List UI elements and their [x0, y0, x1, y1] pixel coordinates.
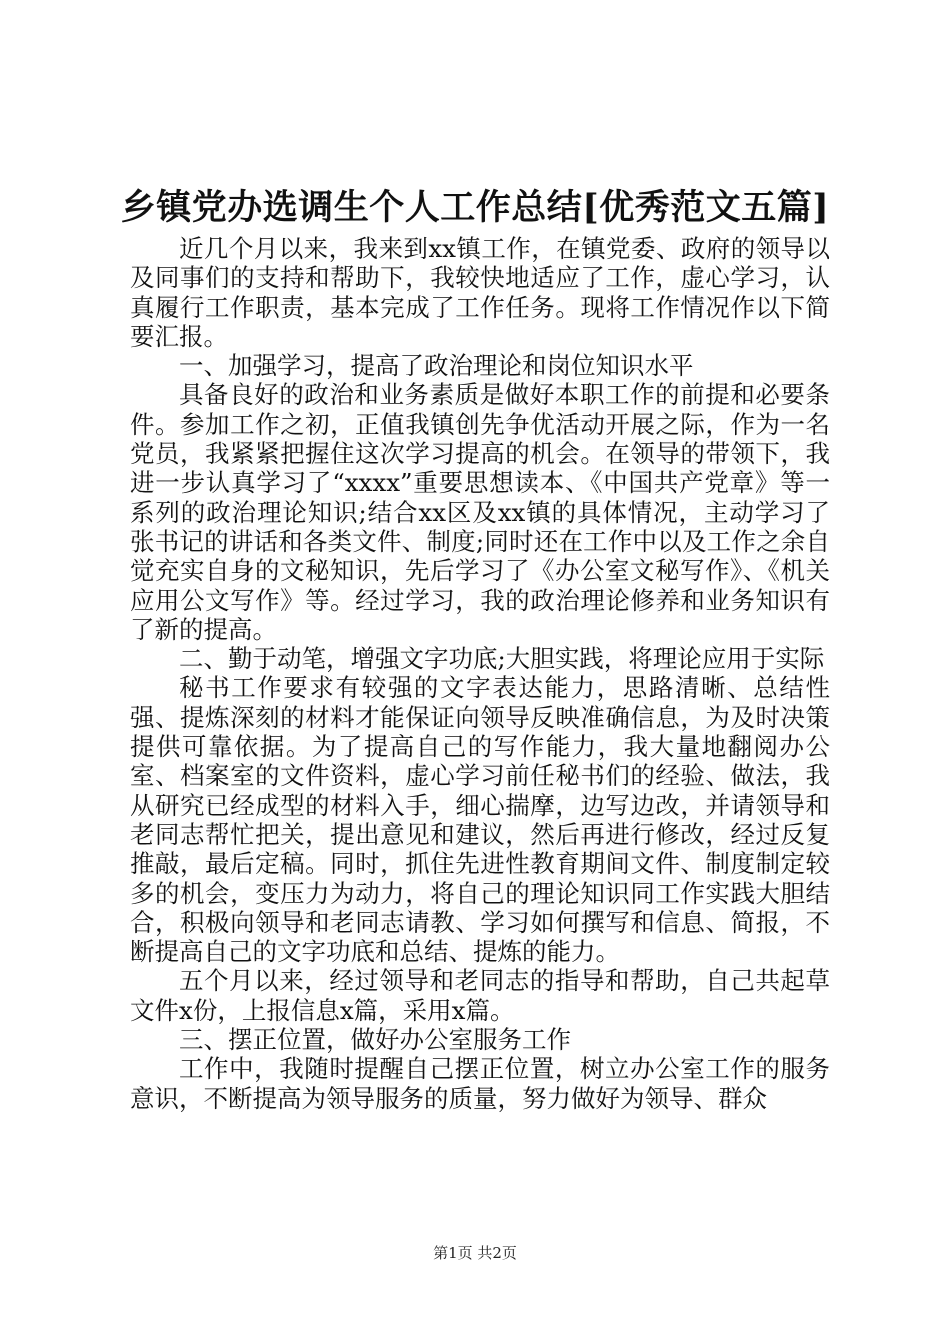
section-1-paragraph: 具备良好的政治和业务素质是做好本职工作的前提和必要条件。参加工作之初，正值我镇创先争优活动开展之际，作为一名党员，我紧紧把握住这次学习提高的机会。在领导的带领下，我进一步认真学习了“xxxx”重要思想读本、《中国共产党章》等一系列的政治理论知识;结合xx区及xx镇的具体情况，主动学习了张书记的讲话和各类文件、制度;同时还在工作中以及工作之余自觉充实自身的文秘知识，先后学习了《办公室文秘写作》、《机关应用公文写作》等。经过学习，我的政治理论修养和业务知识有了新的提高。: [130, 380, 830, 644]
intro-paragraph: 近几个月以来，我来到xx镇工作，在镇党委、政府的领导以及同事们的支持和帮助下，我较快地适应了工作，虚心学习，认真履行工作职责，基本完成了工作任务。现将工作情况作以下简要汇报。: [130, 234, 830, 351]
section-3-paragraph: 工作中，我随时提醒自己摆正位置，树立办公室工作的服务意识，不断提高为领导服务的质量，努力做好为领导、群众: [130, 1054, 830, 1113]
document-body: [130, 234, 830, 1113]
page-number-footer: 第1页 共2页: [433, 1244, 517, 1262]
section-2-paragraph: 秘书工作要求有较强的文字表达能力，思路清晰、总结性强、提炼深刻的材料才能保证向领导反映准确信息，为及时决策提供可靠依据。为了提高自己的写作能力，我大量地翻阅办公室、档案室的文件资料，虚心学习前任秘书们的经验、做法，我从研究已经成型的材料入手，细心揣摩，边写边改，并请领导和老同志帮忙把关，提出意见和建议，然后再进行修改，经过反复推敲，最后定稿。同时，抓住先进性教育期间文件、制度制定较多的机会，变压力为动力，将自己的理论知识同工作实践大胆结合，积极向领导和老同志请教、学习如何撰写和信息、简报，不断提高自己的文字功底和总结、提炼的能力。: [130, 673, 830, 967]
section-2-summary-paragraph: 五个月以来，经过领导和老同志的指导和帮助，自己共起草文件x份，上报信息x篇，采用x篇。: [130, 966, 830, 1025]
section-heading-2: 二、勤于动笔，增强文字功底;大胆实践，将理论应用于实际: [179, 644, 825, 674]
section-heading-3: 三、摆正位置，做好办公室服务工作: [179, 1025, 571, 1055]
section-heading-1: 一、加强学习，提高了政治理论和岗位知识水平: [179, 351, 694, 381]
document-title: 乡镇党办选调生个人工作总结[优秀范文五篇]: [120, 187, 830, 228]
